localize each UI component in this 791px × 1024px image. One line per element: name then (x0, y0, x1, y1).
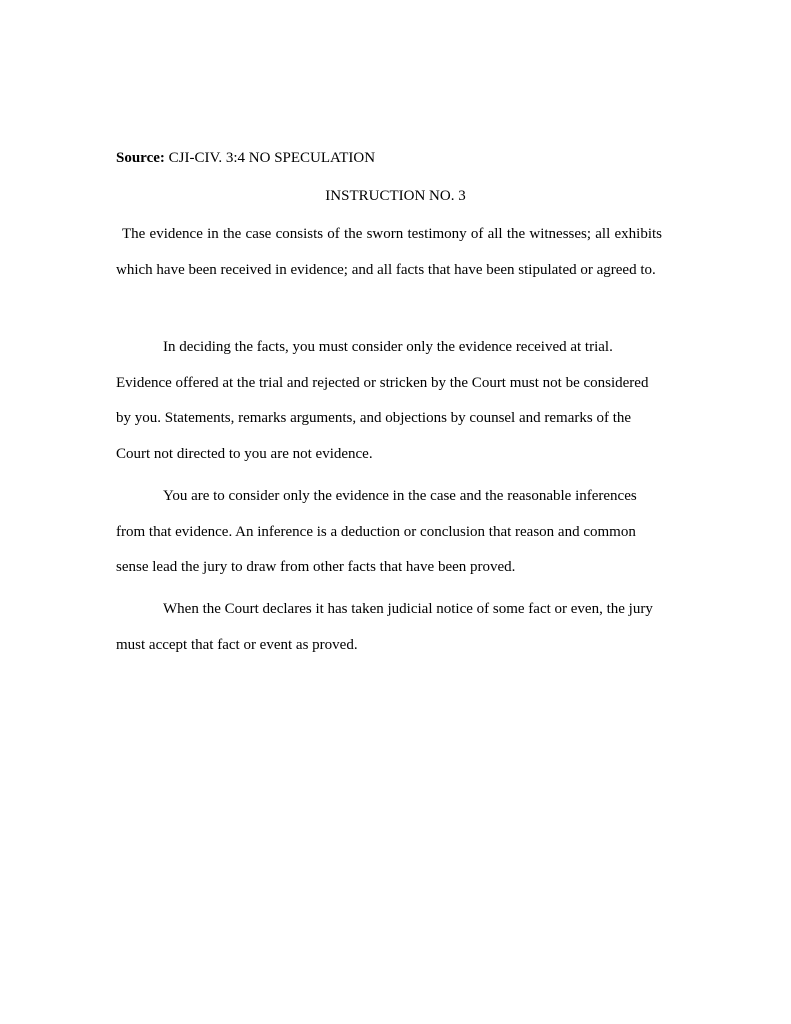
paragraph-judicial-notice: When the Court declares it has taken judicial notice of some fact or even, the jury must accept that fact or event as proved. (116, 601, 653, 653)
instruction-title: INSTRUCTION NO. 3 (325, 188, 466, 204)
source-label: Source: (116, 150, 165, 166)
source-line (116, 149, 375, 167)
paragraph-reasonable-inferences: You are to consider only the evidence in the case and the reasonable inferences from that evidence. An inference is a deduction or conclusion that reason and common sense lead the jury to draw from other facts that have been proved. (116, 488, 637, 575)
paragraph-deciding-facts: In deciding the facts, you must consider only the evidence received at trial. Evidence offered at the trial and rejected or stricken by the Court must not be considered by you. Statements, remarks arguments, and objections by counsel and remarks of the Court not directed to you are not evidence. (116, 339, 649, 462)
paragraph-evidence-definition: The evidence in the case consists of the sworn testimony of all the witnesses; all exhibits which have been received in evidence; and all facts that have been stipulated or agreed to. (116, 226, 662, 278)
source-value: CJI-CIV. 3:4 NO SPECULATION (168, 150, 376, 166)
